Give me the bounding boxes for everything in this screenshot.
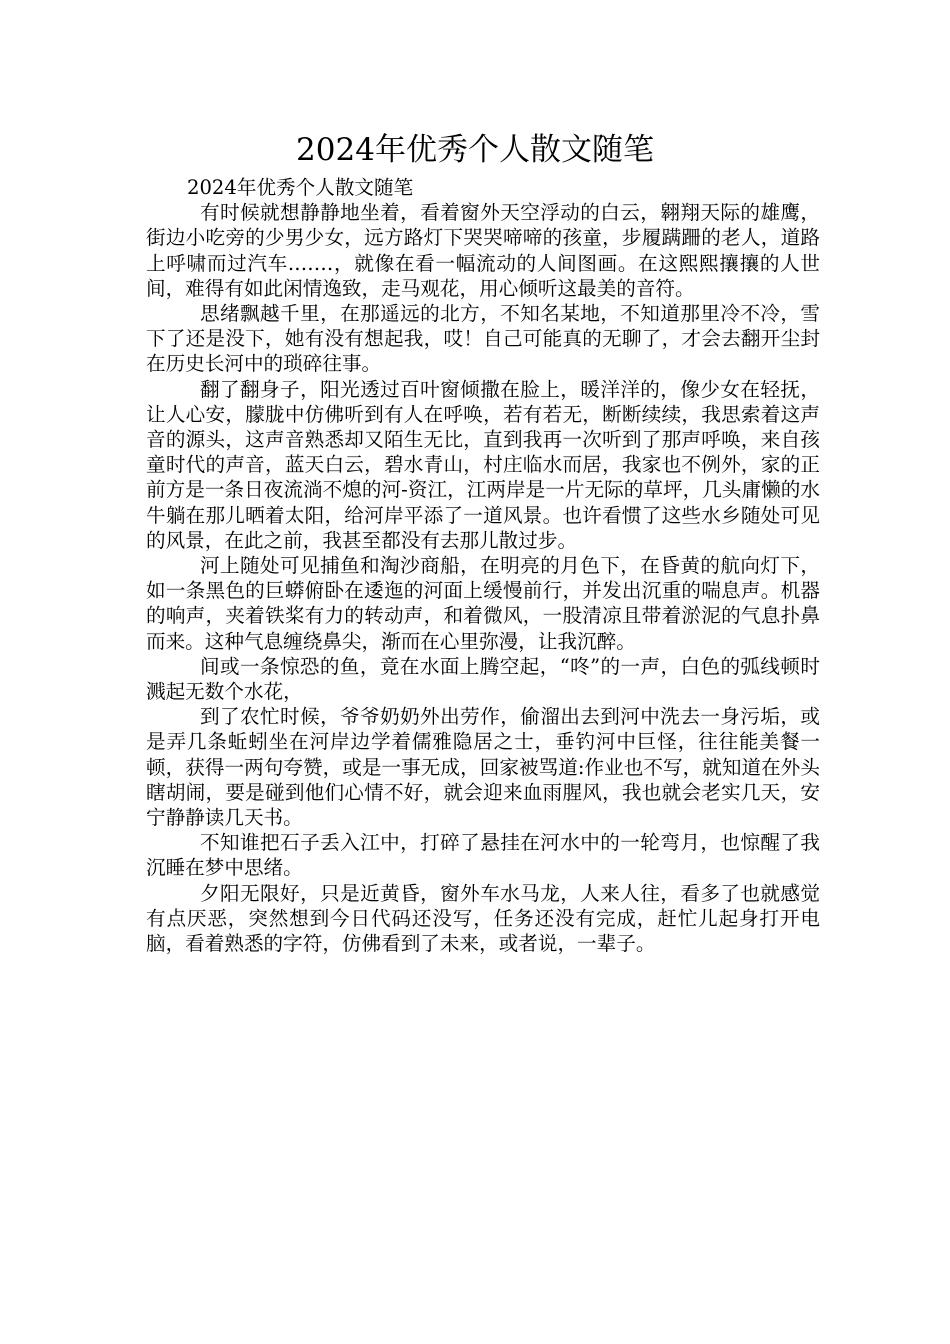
- paragraph: 不知谁把石子丢入江中，打碎了悬挂在河水中的一轮弯月，也惊醒了我沉睡在梦中思绪。: [146, 831, 820, 880]
- document-subtitle: 2024年优秀个人散文随笔: [187, 176, 414, 199]
- paragraph: 间或一条惊恐的鱼，竟在水面上腾空起，“咚”的一声，白色的弧线顿时溅起无数个水花，: [146, 654, 820, 704]
- paragraph: 翻了翻身子，阳光透过百叶窗倾撒在脸上，暖洋洋的，像少女在轻抚，让人心安，朦胧中仿佛听到有人在呼唤，若有若无，断断续续，我思索着这声音的源头，这声音熟悉却又陌生无比，直到我再一次听到了那声呼唤，来自孩童时代的声音，蓝天白云，碧水青山，村庄临水而居，我家也不例外，家的正前方是一条日夜流淌不熄的河-资江，江两岸是一片无际的草坪，几头庸懒的水牛躺在那儿晒着太阳，给河岸平添了一道风景。也许看惯了这些水乡随处可见的风景，在此之前，我甚至都没有去那儿散过步。: [146, 377, 820, 552]
- paragraph: 有时候就想静静地坐着，看着窗外天空浮动的白云，翱翔天际的雄鹰，街边小吃旁的少男少女，远方路灯下哭哭啼啼的孩童，步履蹒跚的老人，道路上呼啸而过汽车.……，就像在看一幅流动的人间图画。在这熙熙攘攘的人世间，难得有如此闲情逸致，走马观花，用心倾听这最美的音符。: [146, 201, 820, 300]
- paragraph: 河上随处可见捕鱼和淘沙商船，在明亮的月色下，在昏黄的航向灯下，如一条黑色的巨蟒俯卧在逶迤的河面上缓慢前行，并发出沉重的喘息声。机器的响声，夹着铁桨有力的转动声，和着微风，一股清凉且带着淤泥的气息扑鼻而来。这种气息缠绕鼻尖，渐而在心里弥漫，让我沉醉。: [146, 554, 820, 653]
- document-body: [146, 175, 820, 956]
- paragraph: 思绪飘越千里，在那遥远的北方，不知名某地，不知道那里冷不冷，雪下了还是没下，她有没有想起我，哎！自己可能真的无聊了，才会去翻开尘封在历史长河中的琐碎往事。: [146, 302, 820, 376]
- paragraph: 夕阳无限好，只是近黄昏，窗外车水马龙，人来人往，看多了也就感觉有点厌恶，突然想到今日代码还没写，任务还没有完成，赶忙儿起身打开电脑，看着熟悉的字符，仿佛看到了未来，或者说，一辈子。: [146, 881, 820, 956]
- document-title: 2024年优秀个人散文随笔: [296, 132, 654, 168]
- paragraph: 到了农忙时候，爷爷奶奶外出劳作，偷溜出去到河中洗去一身污垢，或是弄几条蚯蚓坐在河岸边学着儒雅隐居之士，垂钓河中巨怪，往往能美餐一顿，获得一两句夸赞，或是一事无成，回家被骂道:作业也不写，就知道在外头瞎胡闹，要是碰到他们心情不好，就会迎来血雨腥风，我也就会老实几天，安宁静静读几天书。: [146, 705, 820, 830]
